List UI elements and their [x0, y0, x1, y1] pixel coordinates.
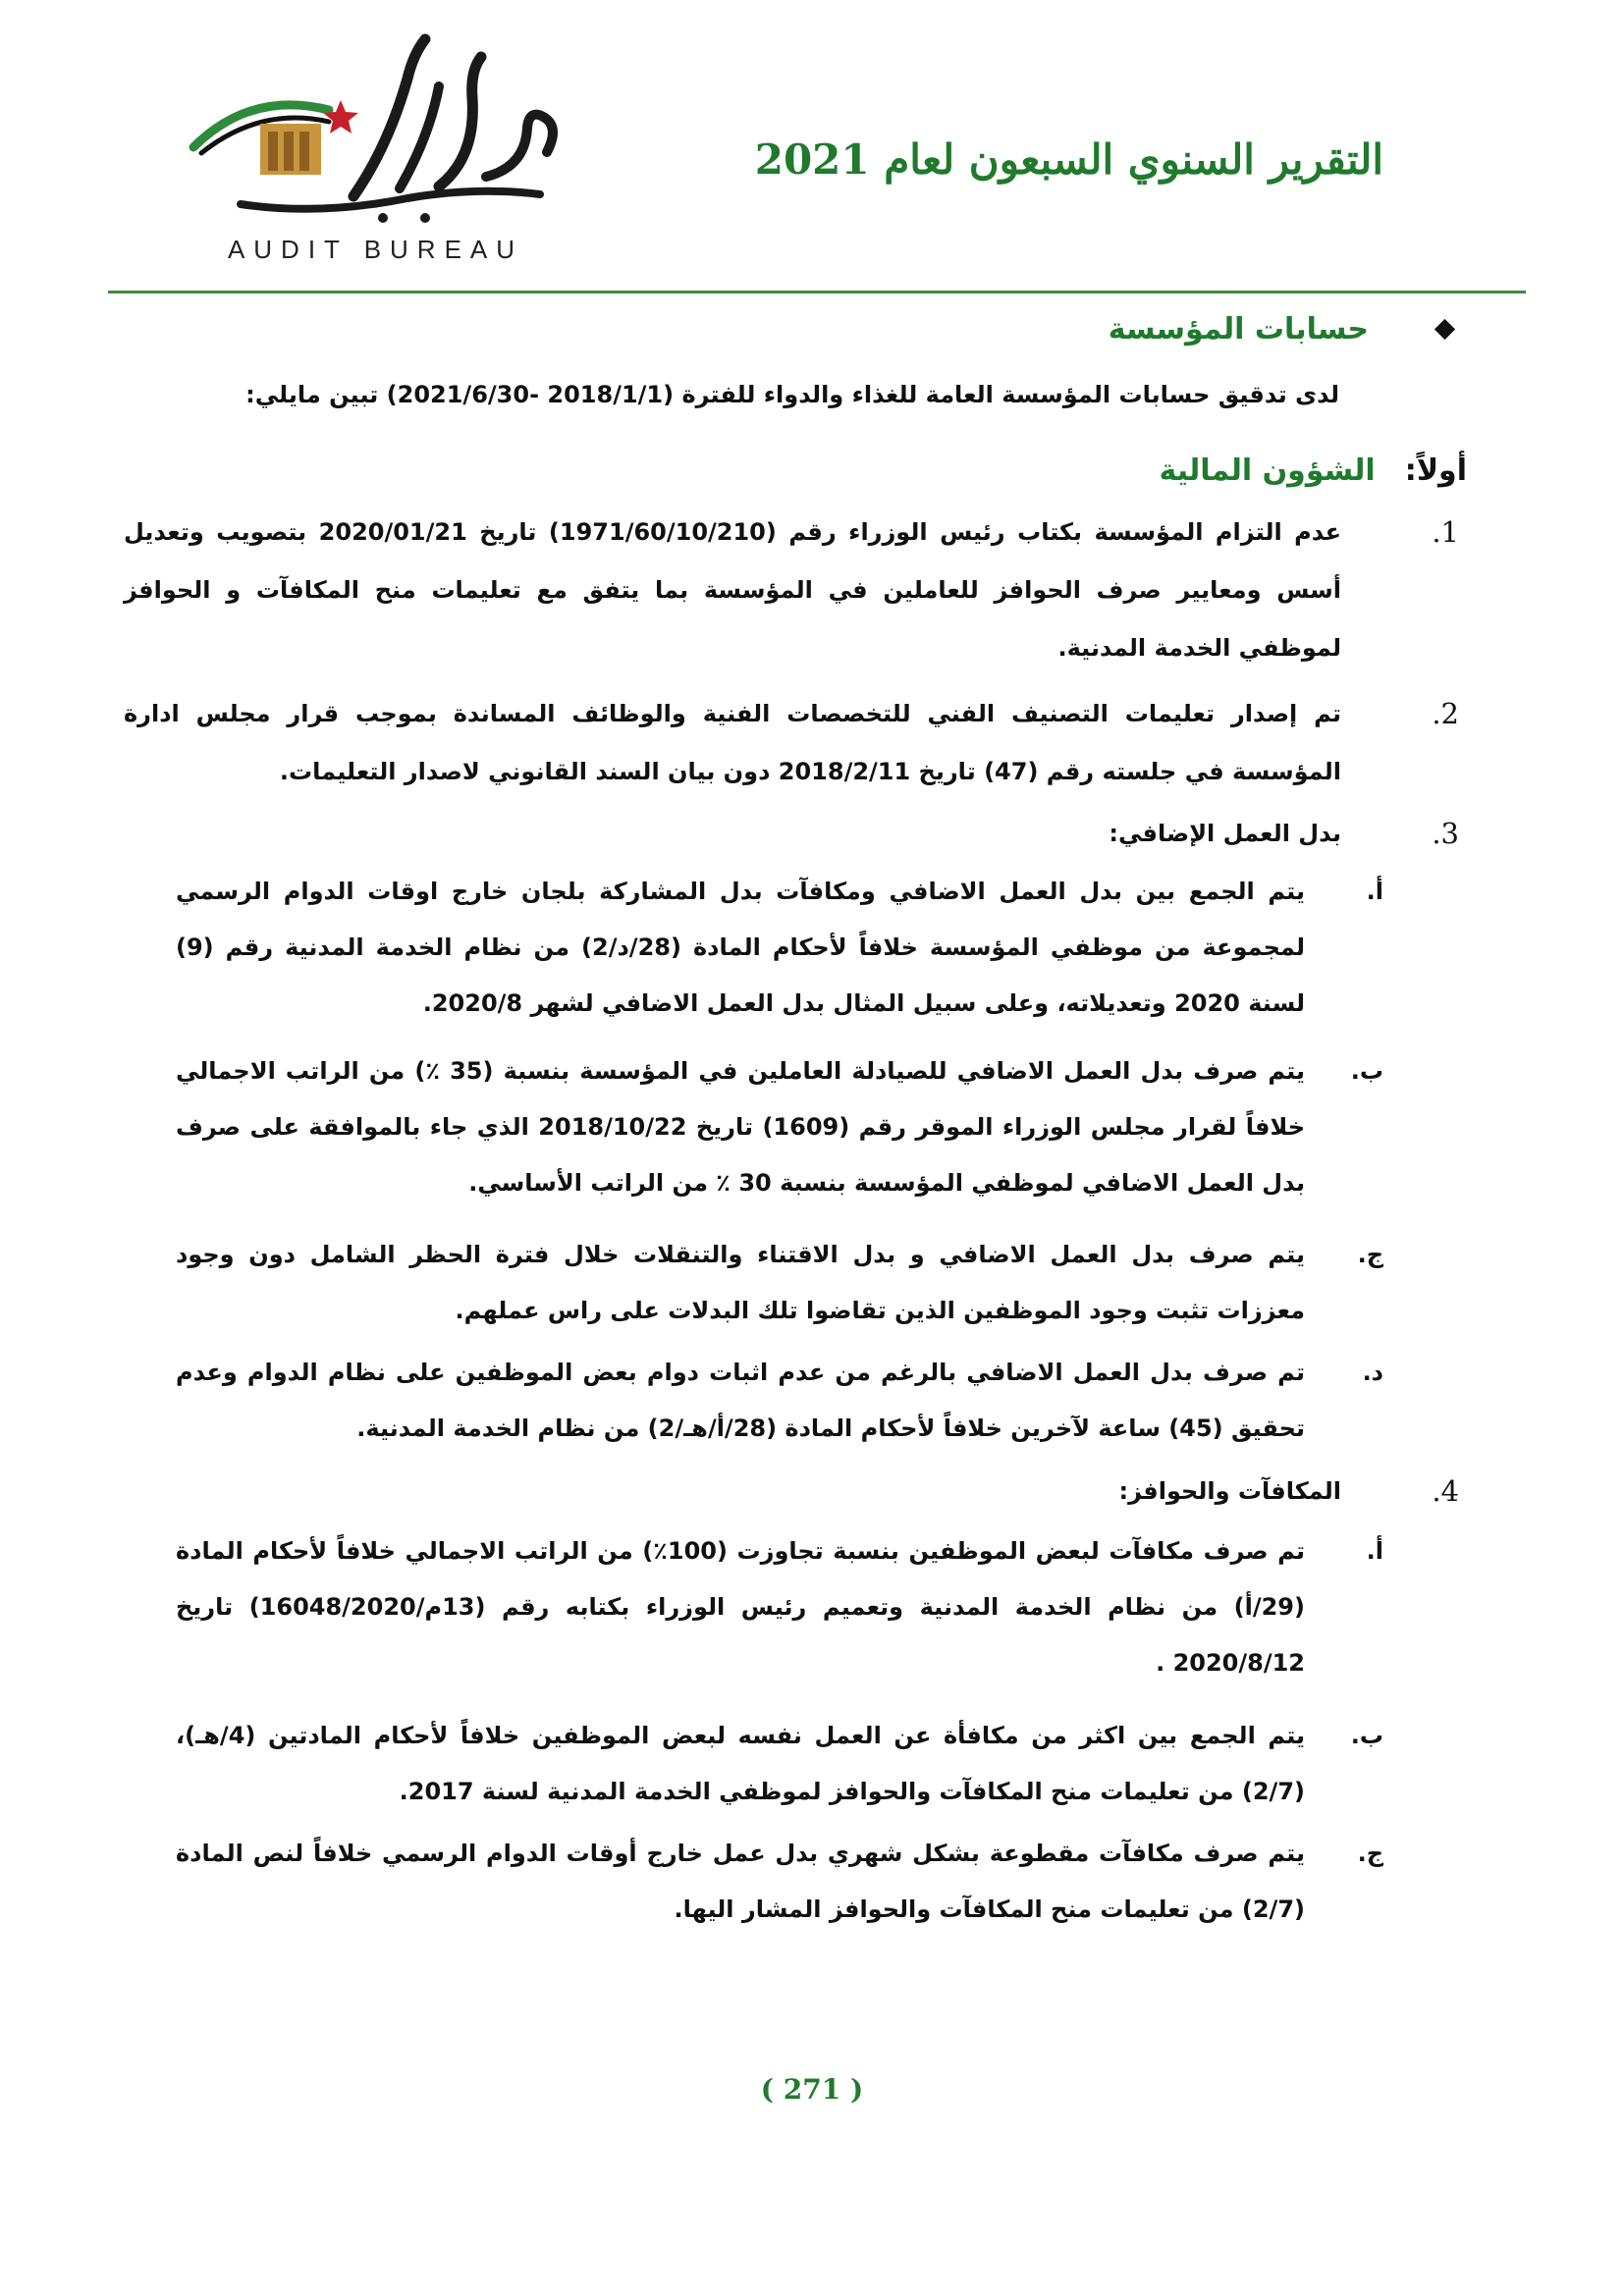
sub-item-text: تم صرف بدل العمل الاضافي بالرغم من عدم اثبات دوام بعض الموظفين على نظام الدوام وعدم تحقيق (45) ساعة لآخرين خلافاً لأحكام المادة (28/أ/هـ/2) من نظام الخدمة المدنية.: [176, 1359, 1305, 1442]
list-item: [124, 685, 1459, 801]
sub-item-letter: ب.: [1350, 1722, 1383, 1749]
sub-item-letter: أ.: [1366, 1537, 1383, 1565]
item-number: 3.: [1432, 817, 1459, 850]
subsection-number: أولاً:: [1404, 454, 1467, 488]
item-number: 2.: [1432, 697, 1459, 730]
list-item: [124, 1463, 1459, 1521]
list-item: [124, 504, 1459, 677]
section-heading: [1109, 312, 1452, 347]
diamond-bullet-icon: [1435, 319, 1455, 340]
sub-item-letter: أ.: [1366, 878, 1383, 905]
report-title: التقرير السنوي السبعون لعام 2021: [754, 135, 1383, 184]
sub-list-item: [176, 1523, 1383, 1691]
sub-item-letter: ج.: [1357, 1241, 1383, 1268]
sub-list-item: [176, 1826, 1383, 1938]
sub-item-text: يتم صرف بدل العمل الاضافي للصيادلة العاملين في المؤسسة بنسبة (35 ٪) من الراتب الاجمالي خلافاً لقرار مجلس الوزراء الموقر رقم (1609) تاريخ 2018/10/22 الذي جاء بالموافقة على صرف بدل العمل الاضافي لموظفي المؤسسة بنسبة 30 ٪ من الراتب الأساسي.: [176, 1057, 1305, 1197]
sub-item-letter: ج.: [1357, 1840, 1383, 1867]
sub-list-item: [176, 1227, 1383, 1339]
logo-emblem-icon: [182, 29, 569, 231]
item-number: 1.: [1432, 515, 1459, 549]
section-intro: لدى تدقيق حسابات المؤسسة العامة للغذاء والدواء للفترة (2018/1/1 -2021/6/30) تبين مايلي:: [245, 381, 1339, 408]
sub-item-text: يتم الجمع بين اكثر من مكافأة عن العمل نفسه لبعض الموظفين خلافاً لأحكام المادتين (4/هـ)، (2/7) من تعليمات منح المكافآت والحوافز لموظفي الخدمة المدنية لسنة 2017.: [176, 1722, 1305, 1805]
sub-item-letter: ب.: [1350, 1057, 1383, 1085]
item-text: بدل العمل الإضافي:: [1109, 820, 1341, 847]
subsection-title: الشؤون المالية: [1159, 454, 1376, 488]
sub-item-text: يتم صرف مكافآت مقطوعة بشكل شهري بدل عمل خارج أوقات الدوام الرسمي خلافاً لنص المادة (2/7) من تعليمات منح المكافآت والحوافز المشار اليها.: [176, 1840, 1305, 1923]
sub-item-text: تم صرف مكافآت لبعض الموظفين بنسبة تجاوزت (100٪) من الراتب الاجمالي خلافاً لأحكام المادة (29/أ) من نظام الخدمة المدنية وتعميم رئيس الوزراء بكتابه رقم (13م/16048/2020) تاريخ 2020/8/12 .: [176, 1537, 1305, 1677]
sub-list-item: [176, 1043, 1383, 1211]
sub-item-text: يتم الجمع بين بدل العمل الاضافي ومكافآت بدل المشاركة بلجان خارج اوقات الدوام الرسمي لمجموعة من موظفي المؤسسة خلافاً لأحكام المادة (28/د/2) من نظام الخدمة المدنية رقم (9) لسنة 2020 وتعديلاته، وعلى سبيل المثال بدل العمل الاضافي لشهر 2020/8.: [176, 878, 1305, 1017]
header-divider: [108, 291, 1526, 294]
sub-list-item: [176, 864, 1383, 1032]
page-number: ( 271 ): [760, 2073, 864, 2106]
item-text: تم إصدار تعليمات التصنيف الفني للتخصصات الفنية والوظائف المساندة بموجب قرار مجلس ادارة المؤسسة في جلسته رقم (47) تاريخ 2018/2/11 دون بيان السند القانوني لاصدار التعليمات.: [124, 700, 1341, 785]
list-item: [124, 805, 1459, 863]
section-title: حسابات المؤسسة: [1108, 312, 1369, 347]
logo-caption: AUDIT BUREAU: [227, 235, 524, 264]
sub-list-item: [176, 1345, 1383, 1457]
item-text: عدم التزام المؤسسة بكتاب رئيس الوزراء رقم (1971/60/10/210) تاريخ 2020/01/21 بتصويب وتعديل أسس ومعايير صرف الحوافز للعاملين في المؤسسة بما يتفق مع تعليمات منح المكافآت و الحوافز لموظفي الخدمة المدنية.: [124, 518, 1342, 662]
audit-bureau-logo: [182, 29, 569, 265]
item-text: المكافآت والحوافز:: [1118, 1477, 1341, 1505]
sub-item-letter: د.: [1362, 1359, 1383, 1386]
sub-item-text: يتم صرف بدل العمل الاضافي و بدل الاقتناء والتنقلات خلال فترة الحظر الشامل دون وجود معززات تثبت وجود الموظفين الذين تقاضوا تلك البدلات على راس عملهم.: [176, 1241, 1305, 1324]
item-number: 4.: [1432, 1474, 1459, 1508]
subsection-heading: [1160, 454, 1468, 488]
sub-list-item: [176, 1708, 1383, 1820]
